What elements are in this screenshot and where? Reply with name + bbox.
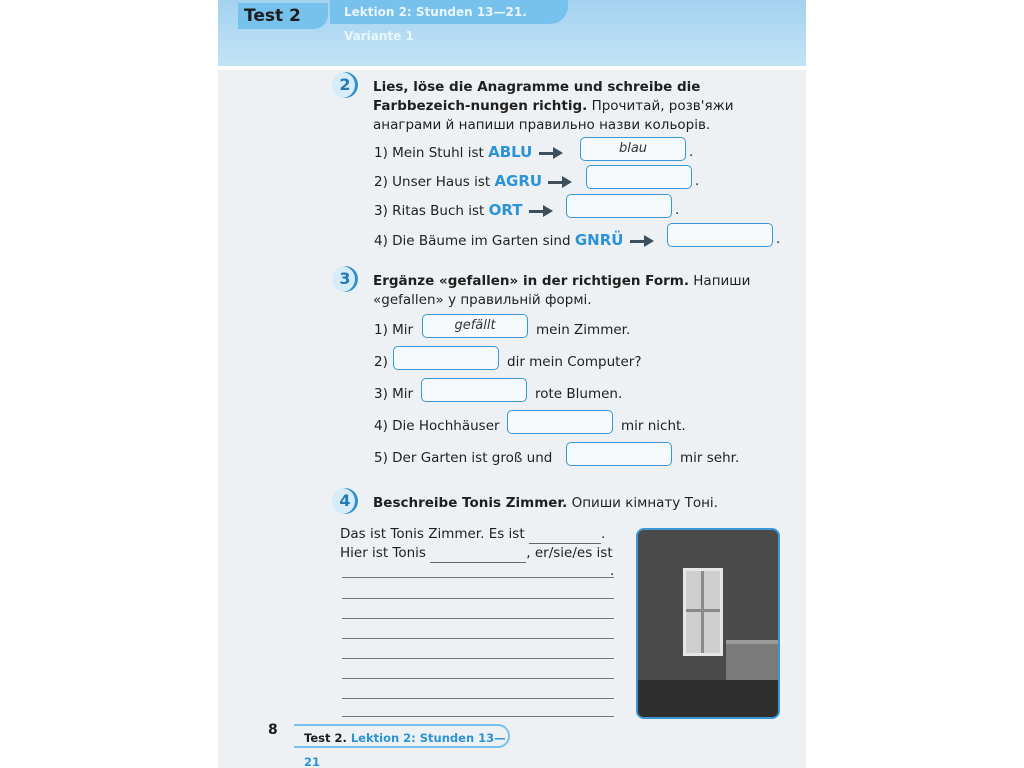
task-4-line-1: Das ist Tonis Zimmer. Es ist . — [340, 526, 606, 542]
task-4-instruction-de: Beschreibe Tonis Zimmer. — [373, 495, 568, 511]
blank-line[interactable] — [430, 548, 526, 563]
period: . — [776, 231, 781, 247]
anagram-3: ORT — [488, 201, 523, 219]
task-4-instruction — [373, 494, 778, 513]
task-2-item-2: 2) Unser Haus ist AGRU — [374, 171, 576, 192]
answer-field-2-3[interactable] — [566, 194, 672, 218]
task-2-item-1: 1) Mein Stuhl ist ABLU — [374, 142, 567, 163]
period: . — [610, 563, 615, 579]
answer-field-2-2[interactable] — [586, 165, 692, 189]
writing-line[interactable] — [342, 618, 614, 619]
test-title-tab: Test 2 — [238, 3, 328, 29]
lesson-tab: Lektion 2: Stunden 13—21. Variante 1 — [330, 0, 568, 24]
answer-field-2-4[interactable] — [667, 223, 773, 247]
period: . — [695, 173, 700, 189]
arrow-right-icon — [630, 235, 656, 247]
period: . — [689, 144, 694, 160]
writing-line[interactable] — [342, 678, 614, 679]
arrow-right-icon — [548, 176, 574, 188]
period: . — [675, 202, 680, 218]
anagram-2: AGRU — [494, 172, 543, 190]
task-4-line-2: Hier ist Tonis , er/sie/es ist — [340, 545, 613, 561]
task-3-item-1-after: mein Zimmer. — [536, 322, 631, 338]
task-2-number: 2 — [332, 72, 358, 98]
task-4-instruction-uk: Опиши кімнату Тоні. — [571, 495, 718, 511]
task-3-instruction-de: Ergänze «gefallen» in der richtigen Form. — [373, 273, 689, 289]
task-3-instruction-uk: Напиши «gefallen» у правильній формі. — [373, 273, 751, 308]
workbook-page — [218, 0, 806, 768]
page-number: 8 — [268, 722, 278, 738]
writing-line[interactable] — [342, 638, 614, 639]
writing-line[interactable] — [342, 658, 614, 659]
task-3-item-5-after: mir sehr. — [680, 450, 740, 466]
task-2-item-4: 4) Die Bäume im Garten sind GNRÜ — [374, 230, 658, 251]
task-3-item-4-after: mir nicht. — [621, 418, 686, 434]
task-2-instruction-de: Lies, löse die Anagramme und schreibe die Farbbezeich-nungen richtig. — [373, 79, 701, 114]
floor-shape — [638, 680, 778, 717]
writing-line[interactable] — [342, 698, 614, 699]
task-3-item-3-before: 3) Mir — [374, 386, 414, 402]
footer-label: Test 2. Lektion 2: Stunden 13—21 — [294, 724, 510, 748]
arrow-right-icon — [539, 147, 565, 159]
task-2-item-3: 3) Ritas Buch ist ORT — [374, 200, 557, 221]
answer-field-3-1[interactable]: gefällt — [422, 314, 528, 338]
task-3-item-5-before: 5) Der Garten ist groß und — [374, 450, 553, 466]
anagram-1: ABLU — [488, 143, 533, 161]
answer-field-3-3[interactable] — [421, 378, 527, 402]
task-3-item-2-before: 2) — [374, 354, 388, 370]
task-3-item-4-before: 4) Die Hochhäuser — [374, 418, 500, 434]
window-shape — [683, 568, 723, 656]
anagram-4: GNRÜ — [574, 231, 624, 249]
task-3-instruction — [373, 272, 778, 310]
task-4-number: 4 — [332, 488, 358, 514]
blank-line[interactable] — [529, 529, 601, 544]
task-3-item-2-after: dir mein Computer? — [507, 354, 642, 370]
task-3-item-1-before: 1) Mir — [374, 322, 414, 338]
task-2-instruction-uk: Прочитай, розв'яжи анаграми й напиши правильно назви кольорів. — [373, 98, 734, 133]
writing-line[interactable] — [342, 598, 614, 599]
answer-field-3-2[interactable] — [393, 346, 499, 370]
answer-field-3-5[interactable] — [566, 442, 672, 466]
writing-line[interactable] — [342, 716, 614, 717]
task-2-instruction — [373, 78, 778, 135]
task-3-item-3-after: rote Blumen. — [535, 386, 623, 402]
answer-field-2-1[interactable]: blau — [580, 137, 686, 161]
task-3-number: 3 — [332, 266, 358, 292]
writing-line[interactable] — [342, 577, 614, 578]
arrow-right-icon — [529, 205, 555, 217]
answer-field-3-4[interactable] — [507, 410, 613, 434]
toni-room-photo — [636, 528, 780, 719]
